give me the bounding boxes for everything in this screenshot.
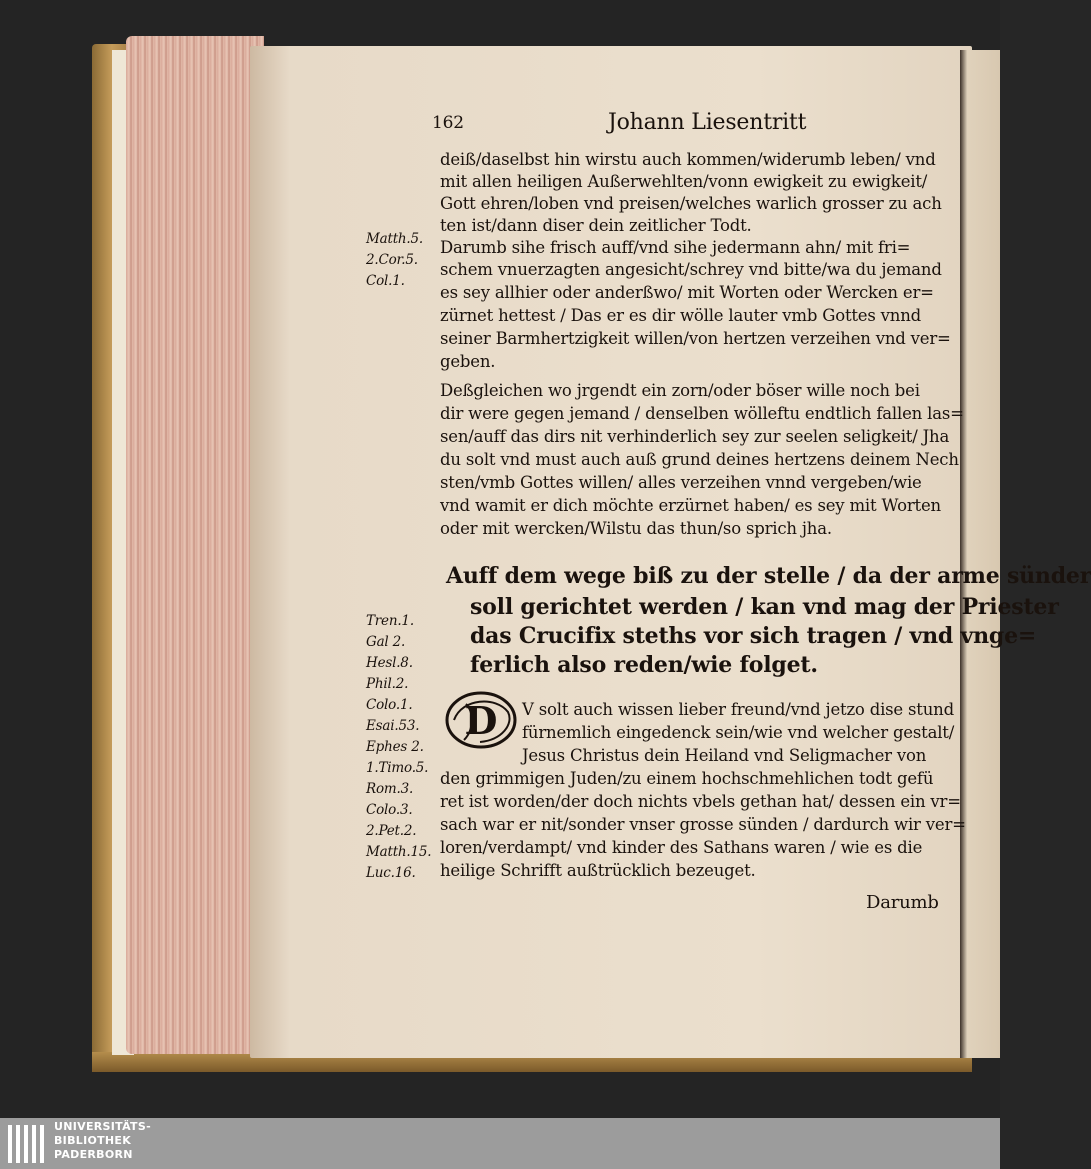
text-line: ret ist worden/der doch nichts vbels gethan hat/ dessen ein vr= — [440, 792, 961, 811]
marginal-note: Rom.3. — [366, 781, 414, 797]
heading-line: ferlich also reden/wie folget. — [470, 652, 818, 678]
text-line: Darumb sihe frisch auff/vnd sihe jedermann ahn/ mit fri= — [440, 238, 911, 257]
marginal-note: 2.Pet.2. — [366, 823, 417, 839]
text-line: geben. — [440, 352, 496, 371]
heading-line: soll gerichtet werden / kan vnd mag der Priester — [470, 594, 1059, 620]
text-line: deiß/daselbst hin wirstu auch kommen/widerumb leben/ vnd — [440, 150, 936, 169]
marginal-note: 2.Cor.5. — [366, 252, 418, 268]
text-line: zürnet hettest / Das er es dir wölle lauter vmb Gottes vnnd — [440, 306, 922, 325]
text-line: oder mit wercken/Wilstu das thun/so sprich jha. — [440, 519, 832, 538]
text-line: Gott ehren/loben vnd preisen/welches warlich grosser zu ach — [440, 194, 942, 213]
marginal-note: Matth.15. — [366, 844, 432, 860]
library-logo-text: BIBLIOTHEK — [54, 1134, 132, 1147]
marginal-note: Phil.2. — [366, 676, 409, 692]
page-stack — [126, 36, 264, 1054]
text-line: es sey allhier oder anderßwo/ mit Worten oder Wercken er= — [440, 283, 934, 302]
page-number: 162 — [432, 113, 464, 133]
text-line: ten ist/dann diser dein zeitlicher Todt. — [440, 216, 752, 235]
marginal-note: Gal 2. — [366, 634, 406, 650]
library-logo-text: PADERBORN — [54, 1148, 133, 1161]
marginal-note: Luc.16. — [366, 865, 416, 881]
text-line: dir were gegen jemand / denselben wölleftu endtlich fallen las= — [440, 404, 964, 423]
initial-letter: D — [464, 698, 498, 743]
text-line: heilige Schrifft außtrücklich bezeuget. — [440, 861, 756, 880]
running-head: Johann Liesentritt — [608, 110, 807, 135]
text-line: vnd wamit er dich möchte erzürnet haben/ es sey mit Worten — [440, 496, 941, 515]
marginal-note: 1.Timo.5. — [366, 760, 429, 776]
marginal-note: Ephes 2. — [366, 739, 424, 755]
catchword: Darumb — [866, 892, 939, 913]
heading-line: das Crucifix steths vor sich tragen / vnd vnge= — [470, 623, 1037, 649]
text-line: loren/verdampt/ vnd kinder des Sathans waren / wie es die — [440, 838, 923, 857]
text-line: Jesus Christus dein Heiland vnd Seligmacher von — [522, 746, 927, 765]
text-line: sach war er nit/sonder vnser grosse sünden / dardurch wir ver= — [440, 815, 966, 834]
decorated-initial — [444, 690, 518, 750]
text-line: du solt vnd must auch auß grund deines hertzens deinem Nech — [440, 450, 959, 469]
text-line: seiner Barmhertzigkeit willen/von hertzen verzeihen vnd ver= — [440, 329, 951, 348]
marginal-note: Hesl.8. — [366, 655, 413, 671]
text-line: sen/auff das dirs nit verhinderlich sey zur seelen seligkeit/ Jha — [440, 427, 950, 446]
marginal-note: Col.1. — [366, 273, 405, 289]
marginal-note: Tren.1. — [366, 613, 414, 629]
text-line: sten/vmb Gottes willen/ alles verzeihen vnnd vergeben/wie — [440, 473, 922, 492]
text-line: Deßgleichen wo jrgendt ein zorn/oder böser wille noch bei — [440, 381, 920, 400]
text-line: mit allen heiligen Außerwehlten/vonn ewigkeit zu ewigkeit/ — [440, 172, 928, 191]
marginal-note: Colo.1. — [366, 697, 413, 713]
heading-line: Auff dem wege biß zu der stelle / da der arme sünder — [446, 563, 1091, 589]
marginal-note: Esai.53. — [366, 718, 420, 734]
library-logo-text: UNIVERSITÄTS- — [54, 1120, 151, 1133]
text-line: schem vnuerzagten angesicht/schrey vnd bitte/wa du jemand — [440, 260, 942, 279]
text-line: den grimmigen Juden/zu einem hochschmehlichen todt gefü — [440, 769, 934, 788]
facing-page-gutter — [960, 50, 1000, 1058]
marginal-note: Matth.5. — [366, 231, 423, 247]
library-logo-icon — [6, 1121, 48, 1167]
marginal-note: Colo.3. — [366, 802, 413, 818]
text-line: V solt auch wissen lieber freund/vnd jetzo dise stund — [522, 700, 954, 719]
text-line: fürnemlich eingedenck sein/wie vnd welcher gestalt/ — [522, 723, 955, 742]
